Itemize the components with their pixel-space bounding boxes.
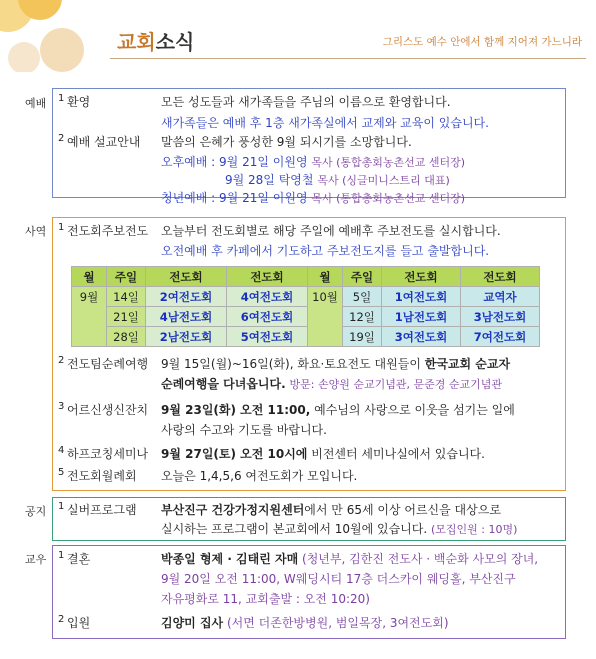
text-part: 비전센터 세미나실에서 있습니다. — [311, 447, 485, 461]
text-part: 9월 15일(월)~16일(화), 화요·토요전도 대원들이 — [161, 357, 421, 371]
item-number: 2 — [58, 133, 65, 144]
text-part: 9월 27일(토) 오전 10시에 — [161, 447, 308, 461]
item-title: 실버프로그램 — [67, 503, 137, 517]
group-cell: 교역자 — [461, 287, 540, 307]
item-text — [161, 614, 449, 631]
text-part: 예수님의 사랑으로 이웃을 섬기는 일에 — [314, 403, 515, 417]
sermon-line — [161, 153, 465, 170]
item-number: 1 — [58, 93, 65, 104]
text-part: 방문: 손양원 순교기념관, 문준경 순교기념관 — [289, 378, 502, 391]
item-text — [161, 501, 501, 518]
table-row — [72, 307, 540, 327]
text-part: 김양미 집사 — [161, 616, 224, 630]
section-label-worship: 예배 — [25, 97, 47, 110]
page-title — [117, 26, 194, 55]
date-cell: 21일 — [107, 307, 146, 327]
text-part: (서면 더존한방병원, 범일목장, 3여전도회) — [226, 616, 449, 630]
text-part: 에서 만 65세 이상 어르신을 대상으로 — [304, 503, 501, 517]
text-part: 부산진구 건강가정지원센터 — [161, 503, 305, 517]
item-text — [161, 467, 357, 484]
item-number: 1 — [58, 222, 65, 233]
item-text: 오늘부터 전도회별로 해당 주일에 예배후 주보전도를 실시합니다. — [161, 224, 501, 238]
text-part: 박종일 형제 · 김태린 자매 — [161, 552, 299, 566]
page-subtitle: 그리스도 예수 안에서 함께 지어져 가느니라 — [382, 36, 582, 48]
item-title: 환영 — [67, 95, 91, 109]
item-title: 입원 — [67, 616, 91, 630]
text-part: 여전도회가 모입니다. — [245, 469, 358, 483]
item-title: 전도팀순례여행 — [67, 357, 149, 371]
table-header: 주일 — [107, 267, 146, 287]
sermon-speaker: 오후예배 : 9월 21일 이원영 — [161, 155, 308, 169]
text-part: 오늘은 1,4,5,6 — [161, 469, 242, 483]
month-cell: 10월 — [308, 287, 343, 347]
title-part1: 교회 — [117, 30, 156, 54]
date-cell: 14일 — [107, 287, 146, 307]
sermon-speaker: 9월 28일 탁영철 — [225, 173, 314, 187]
section-label-fellowship: 교우 — [25, 553, 47, 566]
item-text — [161, 445, 485, 462]
item-number: 2 — [58, 614, 65, 625]
group-cell: 7여전도회 — [461, 327, 540, 347]
text-part: (청년부, 김한진 전도사 · 백순화 사모의 장녀, — [302, 552, 539, 566]
text-part: 실시하는 프로그램이 본교회에서 10월에 있습니다. — [161, 522, 428, 536]
item-title: 하프코칭세미나 — [67, 447, 149, 461]
item-title: 결혼 — [67, 552, 91, 566]
evangelism-schedule-table — [71, 266, 540, 347]
item-number: 3 — [58, 401, 65, 412]
group-cell: 4여전도회 — [227, 287, 308, 307]
item-title: 전도회주보전도 — [67, 224, 149, 238]
item-text — [161, 550, 538, 567]
item-text: 모든 성도들과 새가족들을 주님의 이름으로 환영합니다. — [161, 95, 451, 109]
item-number: 1 — [58, 501, 65, 512]
item-number: 1 — [58, 550, 65, 561]
item-text — [161, 375, 502, 392]
item-title: 어르신생신잔치 — [67, 403, 149, 417]
header-divider — [110, 58, 586, 59]
church-logo — [0, 0, 110, 72]
group-cell: 2남전도회 — [146, 327, 227, 347]
text-part: 9월 23일(화) 오전 11:00, — [161, 403, 311, 417]
worship-box — [52, 88, 566, 205]
date-cell: 5일 — [343, 287, 382, 307]
item-text: 오전예배 후 카페에서 기도하고 주보전도지를 들고 출발합니다. — [161, 244, 490, 258]
table-header: 전도회 — [382, 267, 461, 287]
item-text — [161, 520, 517, 537]
group-cell: 3남전도회 — [461, 307, 540, 327]
table-header: 전도회 — [227, 267, 308, 287]
item-text — [161, 355, 510, 372]
group-cell: 2여전도회 — [146, 287, 227, 307]
date-cell: 28일 — [107, 327, 146, 347]
item-text: 9월 20일 오전 11:00, W웨딩시티 17층 더스카이 웨딩홀, 부산진구 — [161, 572, 516, 586]
group-cell: 6여전도회 — [227, 307, 308, 327]
text-part: 순례여행을 다녀옵니다. — [161, 377, 286, 391]
month-cell: 9월 — [72, 287, 107, 347]
group-cell: 1여전도회 — [382, 287, 461, 307]
date-cell: 12일 — [343, 307, 382, 327]
group-cell: 3여전도회 — [382, 327, 461, 347]
section-label-notice: 공지 — [25, 505, 47, 518]
table-header-row — [72, 267, 540, 287]
item-text: 말씀의 은혜가 풍성한 9월 되시기를 소망합니다. — [161, 135, 412, 149]
text-part: 한국교회 순교자 — [424, 357, 511, 371]
item-text — [161, 401, 515, 418]
section-label-mission: 사역 — [25, 225, 47, 238]
table-row — [72, 327, 540, 347]
sermon-line — [225, 171, 450, 188]
sermon-affiliation: 목사 (통합총회농촌선교 센터장) — [311, 156, 466, 169]
notice-box — [52, 497, 566, 541]
table-header: 월 — [72, 267, 107, 287]
item-title: 예배 설교안내 — [67, 135, 141, 149]
item-number: 4 — [58, 445, 65, 456]
item-text: 자유평화로 11, 교회출발 : 오전 10:20) — [161, 592, 370, 606]
item-text: 새가족들은 예배 후 1층 새가족실에서 교제와 교육이 있습니다. — [161, 116, 489, 130]
table-header: 전도회 — [146, 267, 227, 287]
table-header: 전도회 — [461, 267, 540, 287]
sermon-speaker: 청년예배 : 9월 21일 이원영 — [161, 191, 308, 205]
date-cell: 19일 — [343, 327, 382, 347]
table-header: 월 — [308, 267, 343, 287]
mission-box — [52, 217, 566, 491]
fellowship-box — [52, 545, 566, 639]
group-cell: 1남전도회 — [382, 307, 461, 327]
text-part: (모집인원 : 10명) — [431, 523, 518, 536]
group-cell: 5여전도회 — [227, 327, 308, 347]
item-number: 5 — [58, 467, 65, 478]
title-part2: 소식 — [155, 30, 195, 54]
sermon-affiliation: 목사 (싱글미니스트리 대표) — [317, 174, 450, 187]
sermon-affiliation: 목사 (통합총회농촌선교 센터장) — [311, 192, 466, 205]
item-text: 사랑의 수고와 기도를 바랍니다. — [161, 423, 327, 437]
sermon-line — [161, 189, 465, 206]
item-title: 전도회월례회 — [67, 469, 137, 483]
table-row — [72, 287, 540, 307]
item-number: 2 — [58, 355, 65, 366]
table-header: 주일 — [343, 267, 382, 287]
group-cell: 4남전도회 — [146, 307, 227, 327]
